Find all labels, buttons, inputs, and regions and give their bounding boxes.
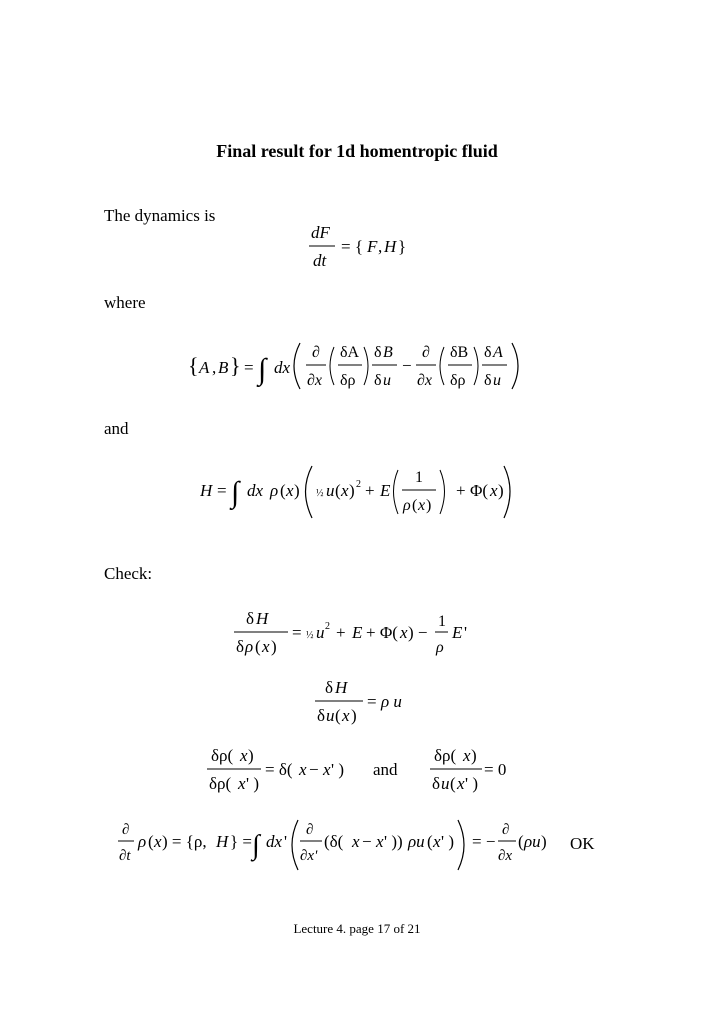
- svg-text:x: x: [262, 637, 270, 656]
- svg-text:∂: ∂: [422, 344, 430, 361]
- svg-text:dF: dF: [311, 223, 330, 242]
- svg-text:δρ(: δρ(: [434, 746, 457, 765]
- svg-text:(: (: [412, 497, 418, 514]
- svg-text:1: 1: [415, 469, 423, 486]
- svg-text:,: ,: [378, 237, 383, 256]
- where-text: where: [104, 293, 146, 312]
- svg-text:δ: δ: [432, 774, 441, 793]
- svg-text:x: x: [418, 497, 426, 514]
- svg-text:x: x: [352, 832, 360, 851]
- svg-text:) −: ) −: [408, 623, 428, 642]
- svg-text:ρ u: ρ u: [381, 692, 402, 711]
- svg-text:x: x: [490, 481, 498, 500]
- svg-text:H: H: [256, 609, 269, 628]
- svg-text:' ): ' ): [441, 832, 454, 851]
- svg-text:x: x: [400, 623, 408, 642]
- continuity-equation: [118, 814, 548, 874]
- dynamics-equation: [305, 220, 415, 272]
- svg-text:δA: δA: [340, 344, 360, 361]
- svg-text:ρ: ρ: [403, 497, 411, 514]
- svg-text:∂: ∂: [312, 344, 320, 361]
- svg-text:δρ: δρ: [450, 372, 466, 389]
- svg-text:x: x: [342, 706, 350, 725]
- svg-text:x: x: [240, 746, 248, 765]
- svg-text:∂x': ∂x': [300, 848, 318, 864]
- svg-text:x: x: [238, 774, 246, 793]
- svg-text:(: (: [518, 832, 524, 851]
- svg-text:∂x: ∂x: [498, 848, 513, 864]
- svg-text:∂: ∂: [122, 822, 130, 838]
- svg-text:(: (: [280, 481, 286, 500]
- svg-text:): ): [471, 746, 477, 765]
- delta-u-equation: [428, 742, 518, 798]
- svg-text:): ): [349, 481, 355, 500]
- and-inline-text: and: [373, 760, 398, 779]
- svg-text:ρu: ρu: [408, 832, 425, 851]
- svg-text:u: u: [316, 623, 325, 642]
- svg-text:u: u: [493, 372, 501, 389]
- svg-text:,: ,: [212, 358, 217, 377]
- svg-text:½: ½: [306, 630, 314, 641]
- svg-text:+: +: [456, 481, 466, 500]
- svg-text:(: (: [255, 637, 261, 656]
- svg-text:δ: δ: [484, 372, 492, 389]
- svg-text:): ): [541, 832, 547, 851]
- svg-text:+: +: [365, 481, 375, 500]
- svg-text:H: H: [384, 237, 397, 256]
- svg-text:+ Φ(: + Φ(: [366, 623, 398, 642]
- svg-text:(: (: [450, 774, 456, 793]
- svg-text:(: (: [427, 832, 433, 851]
- page-title: Final result for 1d homentropic fluid: [216, 141, 498, 161]
- svg-text:x: x: [341, 481, 349, 500]
- svg-text:δ: δ: [374, 344, 382, 361]
- svg-text:1: 1: [438, 613, 446, 630]
- svg-text:u: u: [441, 774, 450, 793]
- svg-text:H: H: [216, 832, 229, 851]
- intro-text: The dynamics is: [104, 206, 216, 225]
- svg-text:∫: ∫: [252, 830, 260, 861]
- svg-text:u: u: [326, 481, 335, 500]
- svg-text:A: A: [493, 344, 503, 361]
- svg-text:dt: dt: [313, 251, 327, 270]
- svg-text:H: H: [200, 481, 213, 500]
- svg-text:= −: = −: [472, 832, 496, 851]
- svg-text:': ': [464, 623, 468, 642]
- svg-text:ρ: ρ: [138, 832, 147, 851]
- delta-rho-equation: [205, 742, 355, 798]
- svg-text:x: x: [463, 746, 471, 765]
- svg-text:∂: ∂: [502, 822, 510, 838]
- svg-text:−: −: [362, 832, 372, 851]
- svg-text:= 0: = 0: [484, 760, 507, 779]
- svg-text:{: {: [188, 353, 199, 378]
- svg-text:½: ½: [316, 488, 324, 499]
- svg-text:∫: ∫: [258, 353, 267, 386]
- svg-text:= {: = {: [341, 237, 363, 256]
- svg-text:' ): ' ): [465, 774, 478, 793]
- svg-text:x: x: [376, 832, 384, 851]
- svg-text:F: F: [367, 237, 378, 256]
- svg-text:δ: δ: [374, 372, 382, 389]
- svg-text:+: +: [336, 623, 346, 642]
- svg-text:=: =: [292, 623, 302, 642]
- svg-text:A: A: [199, 358, 210, 377]
- svg-text:δρ(: δρ(: [211, 746, 234, 765]
- svg-text:x: x: [154, 832, 162, 851]
- svg-text:∂t: ∂t: [119, 848, 131, 864]
- svg-text:(: (: [148, 832, 154, 851]
- svg-text:): ): [426, 497, 432, 514]
- svg-text:): ): [351, 706, 357, 725]
- svg-text:∫: ∫: [231, 476, 240, 509]
- svg-text:B: B: [218, 358, 229, 377]
- hamiltonian-equation: [200, 460, 520, 524]
- svg-text:' ): ' ): [331, 760, 344, 779]
- svg-text:H: H: [335, 678, 348, 697]
- check-u-equation: [313, 675, 413, 729]
- svg-text:}: }: [398, 237, 407, 256]
- page-footer: Lecture 4. page 17 of 21: [293, 921, 421, 936]
- svg-text:x: x: [299, 760, 307, 779]
- svg-text:}: }: [230, 353, 241, 378]
- svg-text:x: x: [323, 760, 331, 779]
- svg-text:' )): ' )): [384, 832, 403, 851]
- svg-text:∂x: ∂x: [307, 372, 323, 389]
- svg-text:δ: δ: [246, 609, 255, 628]
- svg-text:' ): ' ): [246, 774, 259, 793]
- svg-text:Φ(: Φ(: [470, 481, 489, 500]
- svg-text:δ: δ: [325, 678, 334, 697]
- svg-text:dx: dx: [247, 481, 264, 500]
- and-text: and: [104, 419, 129, 438]
- svg-text:x: x: [457, 774, 465, 793]
- svg-text:(: (: [335, 706, 341, 725]
- svg-text:): ): [271, 637, 277, 656]
- svg-text:∂x: ∂x: [417, 372, 433, 389]
- svg-text:x: x: [286, 481, 294, 500]
- svg-text:−: −: [402, 356, 412, 375]
- svg-text:δρ: δρ: [340, 372, 356, 389]
- svg-text:2: 2: [356, 479, 361, 490]
- svg-text:': ': [284, 832, 288, 851]
- svg-text:=: =: [367, 692, 377, 711]
- svg-text:δ: δ: [236, 637, 245, 656]
- svg-text:): ): [294, 481, 300, 500]
- svg-text:dx: dx: [274, 358, 291, 377]
- svg-text:} =: } =: [230, 832, 252, 851]
- svg-text:=: =: [244, 358, 254, 377]
- svg-text:): ): [248, 746, 254, 765]
- ok-label: OK: [570, 834, 595, 853]
- check-text: Check:: [104, 564, 153, 583]
- svg-text:∂: ∂: [306, 822, 314, 838]
- svg-text:2: 2: [325, 621, 330, 632]
- svg-text:u: u: [326, 706, 335, 725]
- svg-text:δ: δ: [484, 344, 492, 361]
- svg-text:E: E: [352, 623, 363, 642]
- svg-text:ρu: ρu: [524, 832, 541, 851]
- svg-text:ρ: ρ: [270, 481, 279, 500]
- svg-text:E: E: [452, 623, 463, 642]
- svg-text:−: −: [309, 760, 319, 779]
- svg-text:(δ(: (δ(: [324, 832, 344, 851]
- svg-text:E: E: [380, 481, 391, 500]
- svg-text:x: x: [433, 832, 441, 851]
- bracket-equation: [188, 333, 528, 399]
- svg-text:=: =: [217, 481, 227, 500]
- svg-text:B: B: [383, 344, 393, 361]
- svg-text:u: u: [383, 372, 391, 389]
- svg-text:δ: δ: [317, 706, 326, 725]
- svg-text:δρ(: δρ(: [209, 774, 232, 793]
- svg-text:) = {ρ,: ) = {ρ,: [162, 832, 207, 851]
- svg-text:δB: δB: [450, 344, 469, 361]
- svg-text:): ): [498, 481, 504, 500]
- svg-text:ρ: ρ: [245, 637, 254, 656]
- svg-text:(: (: [335, 481, 341, 500]
- check-rho-equation: [232, 604, 472, 662]
- svg-text:= δ(: = δ(: [265, 760, 293, 779]
- svg-text:ρ: ρ: [436, 639, 444, 656]
- svg-text:dx: dx: [266, 832, 283, 851]
